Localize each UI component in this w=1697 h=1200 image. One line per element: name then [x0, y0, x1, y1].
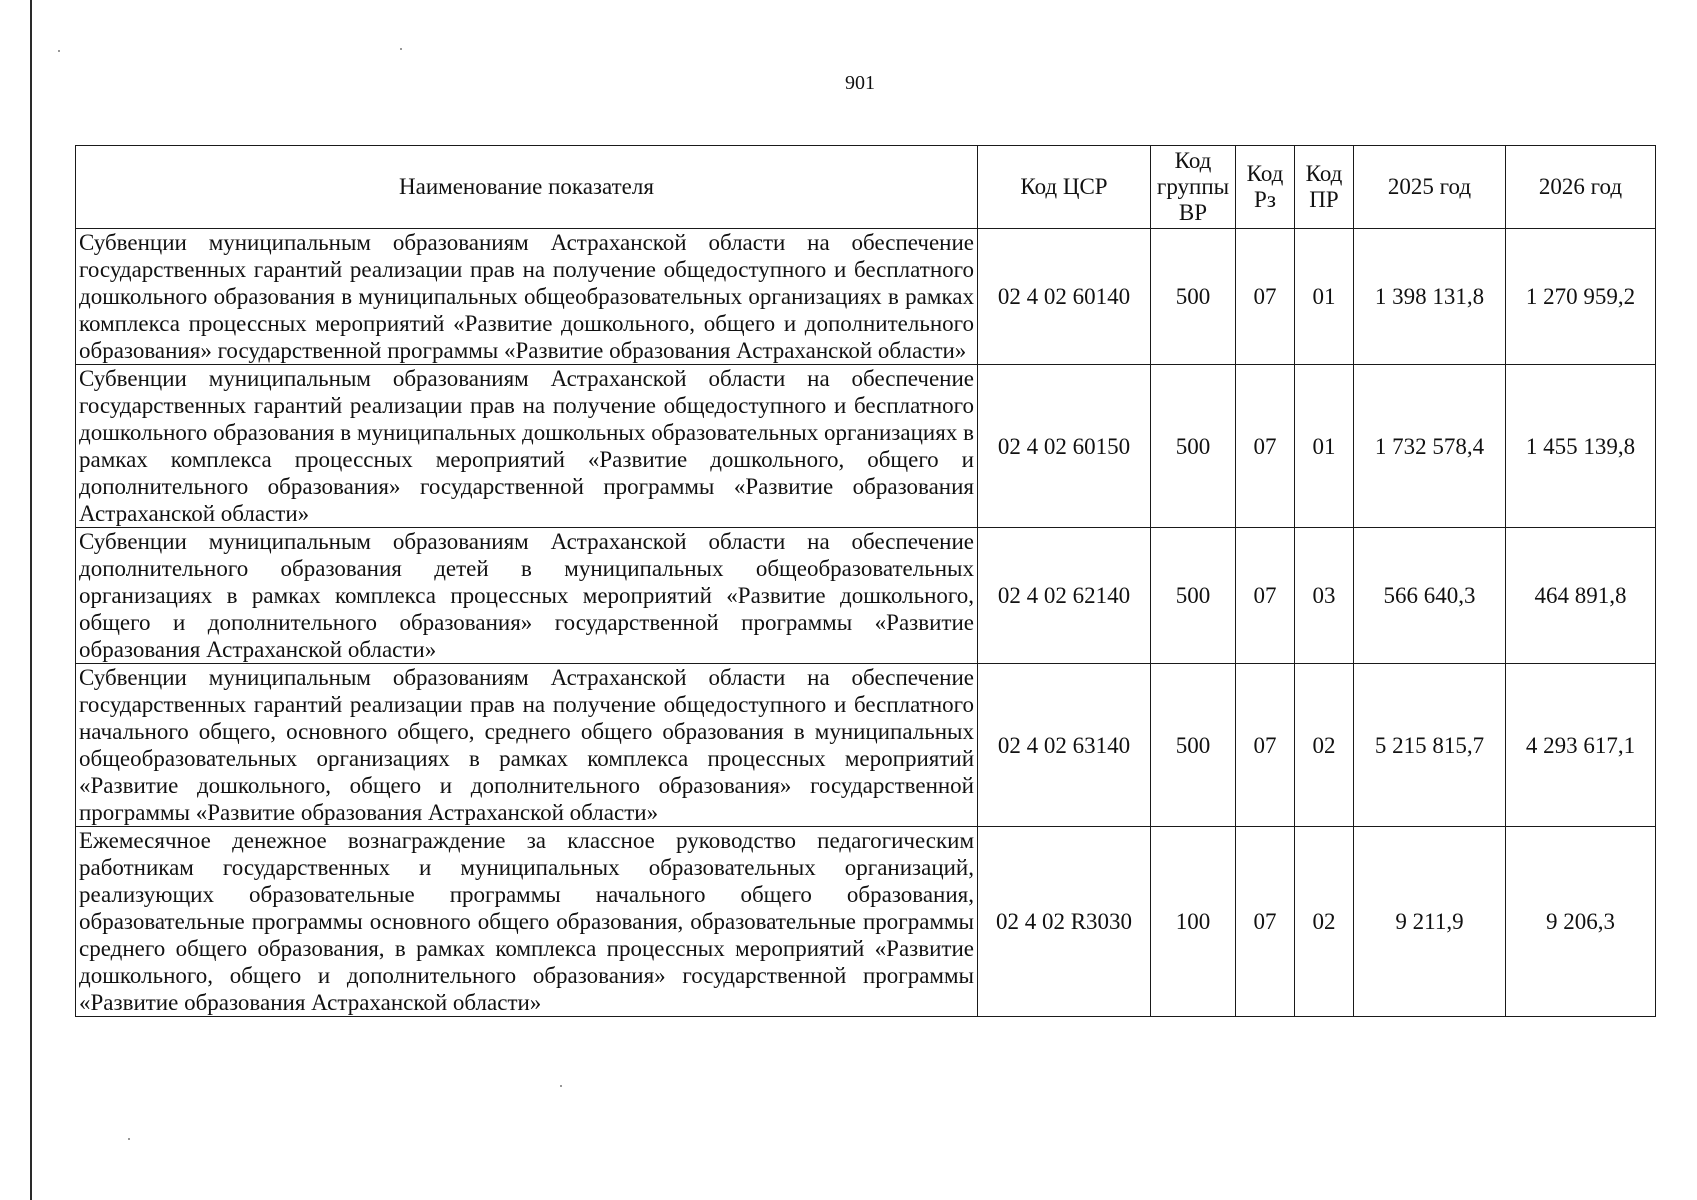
- budget-table: [75, 145, 1656, 1017]
- cell-rz: 07: [1236, 365, 1295, 528]
- cell-csr: 02 4 02 63140: [978, 664, 1151, 827]
- table-row: [76, 664, 1656, 827]
- cell-pr: 03: [1295, 528, 1354, 664]
- cell-pr: 01: [1295, 229, 1354, 365]
- header-csr: Код ЦСР: [978, 146, 1151, 229]
- cell-csr: 02 4 02 60150: [978, 365, 1151, 528]
- header-name: Наименование показателя: [76, 146, 978, 229]
- cell-name: Субвенции муниципальным образованиям Астраханской области на обеспечение государственных гарантий реализации прав на получение общедоступного и бесплатного дошкольного образования в муниципальных дошкольных образовательных организациях в рамках комплекса процессных мероприятий «Развитие дошкольного, общего и дополнительного образования» государственной программы «Развитие образования Астраханской области»: [76, 365, 978, 528]
- cell-csr: 02 4 02 62140: [978, 528, 1151, 664]
- cell-vr: 500: [1151, 365, 1236, 528]
- scan-edge-line: [30, 0, 32, 1200]
- header-vr: Код группы ВР: [1151, 146, 1236, 229]
- cell-vr: 500: [1151, 664, 1236, 827]
- cell-2026: 1 270 959,2: [1506, 229, 1656, 365]
- page-number: 901: [845, 72, 875, 94]
- table-row: [76, 528, 1656, 664]
- header-pr: Код ПР: [1295, 146, 1354, 229]
- cell-2026: 9 206,3: [1506, 827, 1656, 1017]
- table-row: [76, 365, 1656, 528]
- cell-pr: 01: [1295, 365, 1354, 528]
- cell-vr: 500: [1151, 528, 1236, 664]
- header-rz: Код Рз: [1236, 146, 1295, 229]
- cell-rz: 07: [1236, 229, 1295, 365]
- table-header-row: [76, 146, 1656, 229]
- cell-pr: 02: [1295, 664, 1354, 827]
- cell-2025: 566 640,3: [1354, 528, 1506, 664]
- cell-name: Ежемесячное денежное вознаграждение за классное руководство педагогическим работникам государственных и муниципальных образовательных организаций, реализующих образовательные программы начального общего образования, образовательные программы основного общего образования, образовательные программы среднего общего образования, в рамках комплекса процессных мероприятий «Развитие дошкольного, общего и дополнительного образования» государственной программы «Развитие образования Астраханской области»: [76, 827, 978, 1017]
- table-row: [76, 827, 1656, 1017]
- cell-2026: 464 891,8: [1506, 528, 1656, 664]
- cell-name: Субвенции муниципальным образованиям Астраханской области на обеспечение государственных гарантий реализации прав на получение общедоступного и бесплатного дошкольного образования в муниципальных общеобразовательных организациях в рамках комплекса процессных мероприятий «Развитие дошкольного, общего и дополнительного образования» государственной программы «Развитие образования Астраханской области»: [76, 229, 978, 365]
- cell-2026: 4 293 617,1: [1506, 664, 1656, 827]
- cell-2025: 9 211,9: [1354, 827, 1506, 1017]
- cell-vr: 100: [1151, 827, 1236, 1017]
- cell-rz: 07: [1236, 664, 1295, 827]
- cell-name: Субвенции муниципальным образованиям Астраханской области на обеспечение государственных гарантий реализации прав на получение общедоступного и бесплатного начального общего, основного общего, среднего общего образования в муниципальных общеобразовательных организациях в рамках комплекса процессных мероприятий «Развитие дошкольного, общего и дополнительного образования» государственной программы «Развитие образования Астраханской области»: [76, 664, 978, 827]
- scan-speck: [560, 1085, 562, 1087]
- scan-speck: [128, 1138, 130, 1140]
- cell-vr: 500: [1151, 229, 1236, 365]
- cell-pr: 02: [1295, 827, 1354, 1017]
- cell-2026: 1 455 139,8: [1506, 365, 1656, 528]
- cell-name: Субвенции муниципальным образованиям Астраханской области на обеспечение дополнительного образования детей в муниципальных общеобразовательных организациях в рамках комплекса процессных мероприятий «Развитие дошкольного, общего и дополнительного образования» государственной программы «Развитие образования Астраханской области»: [76, 528, 978, 664]
- header-2025: 2025 год: [1354, 146, 1506, 229]
- cell-2025: 1 732 578,4: [1354, 365, 1506, 528]
- cell-2025: 5 215 815,7: [1354, 664, 1506, 827]
- header-2026: 2026 год: [1506, 146, 1656, 229]
- cell-csr: 02 4 02 60140: [978, 229, 1151, 365]
- cell-csr: 02 4 02 R3030: [978, 827, 1151, 1017]
- cell-2025: 1 398 131,8: [1354, 229, 1506, 365]
- scan-speck: [58, 50, 60, 52]
- cell-rz: 07: [1236, 827, 1295, 1017]
- scan-speck: [400, 48, 402, 50]
- table-row: [76, 229, 1656, 365]
- cell-rz: 07: [1236, 528, 1295, 664]
